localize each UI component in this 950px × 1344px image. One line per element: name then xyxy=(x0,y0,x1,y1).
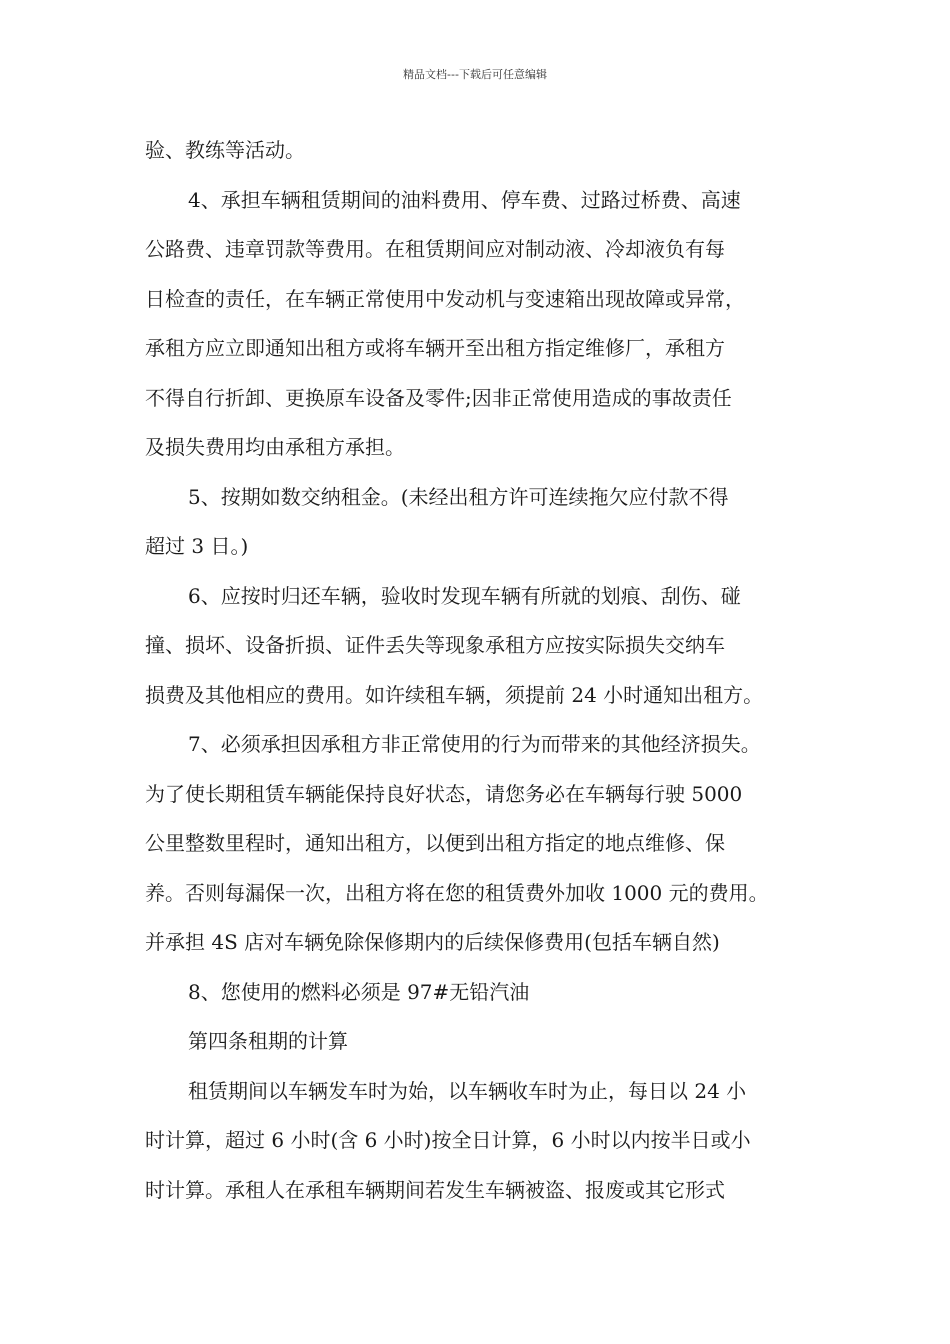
text-line: 6、应按时归还车辆，验收时发现车辆有所就的划痕、刮伤、碰 xyxy=(188,583,741,608)
text-line: 不得自行折卸、更换原车设备及零件;因非正常使用造成的事故责任 xyxy=(145,385,732,410)
text-line: 承租方应立即通知出租方或将车辆开至出租方指定维修厂，承租方 xyxy=(145,336,725,360)
text-line: 租赁期间以车辆发车时为始，以车辆收车时为止，每日以 24 小 xyxy=(188,1078,747,1103)
text-line: 5、按期如数交纳租金。(未经出租方许可连续拖欠应付款不得 xyxy=(188,484,729,509)
text-line: 撞、损坏、设备折损、证件丢失等现象承租方应按实际损失交纳车 xyxy=(145,633,725,657)
text-line: 时计算，超过 6 小时(含 6 小时)按全日计算，6 小时以内按半日或小 xyxy=(145,1128,751,1152)
text-line: 及损失费用均由承租方承担。 xyxy=(145,435,405,459)
text-line: 8、您使用的燃料必须是 97#无铅汽油 xyxy=(188,979,530,1004)
text-line: 7、必须承担因承租方非正常使用的行为而带来的其他经济损失。 xyxy=(188,732,761,756)
text-line: 验、教练等活动。 xyxy=(145,138,305,162)
text-line: 公里整数里程时，通知出租方，以便到出租方指定的地点维修、保 xyxy=(145,831,725,855)
text-line: 损费及其他相应的费用。如许续租车辆，须提前 24 小时通知出租方。 xyxy=(145,682,764,707)
text-line: 日检查的责任，在车辆正常使用中发动机与变速箱出现故障或异常， xyxy=(145,286,745,311)
text-line: 超过 3 日。) xyxy=(145,534,249,558)
text-line: 4、承担车辆租赁期间的油料费用、停车费、过路过桥费、高速 xyxy=(188,187,741,212)
section-heading: 第四条租期的计算 xyxy=(188,1029,348,1053)
text-line: 为了使长期租赁车辆能保持良好状态，请您务必在车辆每行驶 5000 xyxy=(145,781,743,806)
text-line: 公路费、违章罚款等费用。在租赁期间应对制动液、冷却液负有每 xyxy=(145,237,725,261)
page-header: 精品文档---下载后可任意编辑 xyxy=(403,68,547,81)
text-line: 并承担 4S 店对车辆免除保修期内的后续保修费用(包括车辆自然) xyxy=(145,930,720,954)
text-line: 时计算。承租人在承租车辆期间若发生车辆被盗、报废或其它形式 xyxy=(145,1177,725,1202)
document-body xyxy=(145,126,825,1215)
text-line: 养。否则每漏保一次，出租方将在您的租赁费外加收 1000 元的费用。 xyxy=(145,880,769,905)
